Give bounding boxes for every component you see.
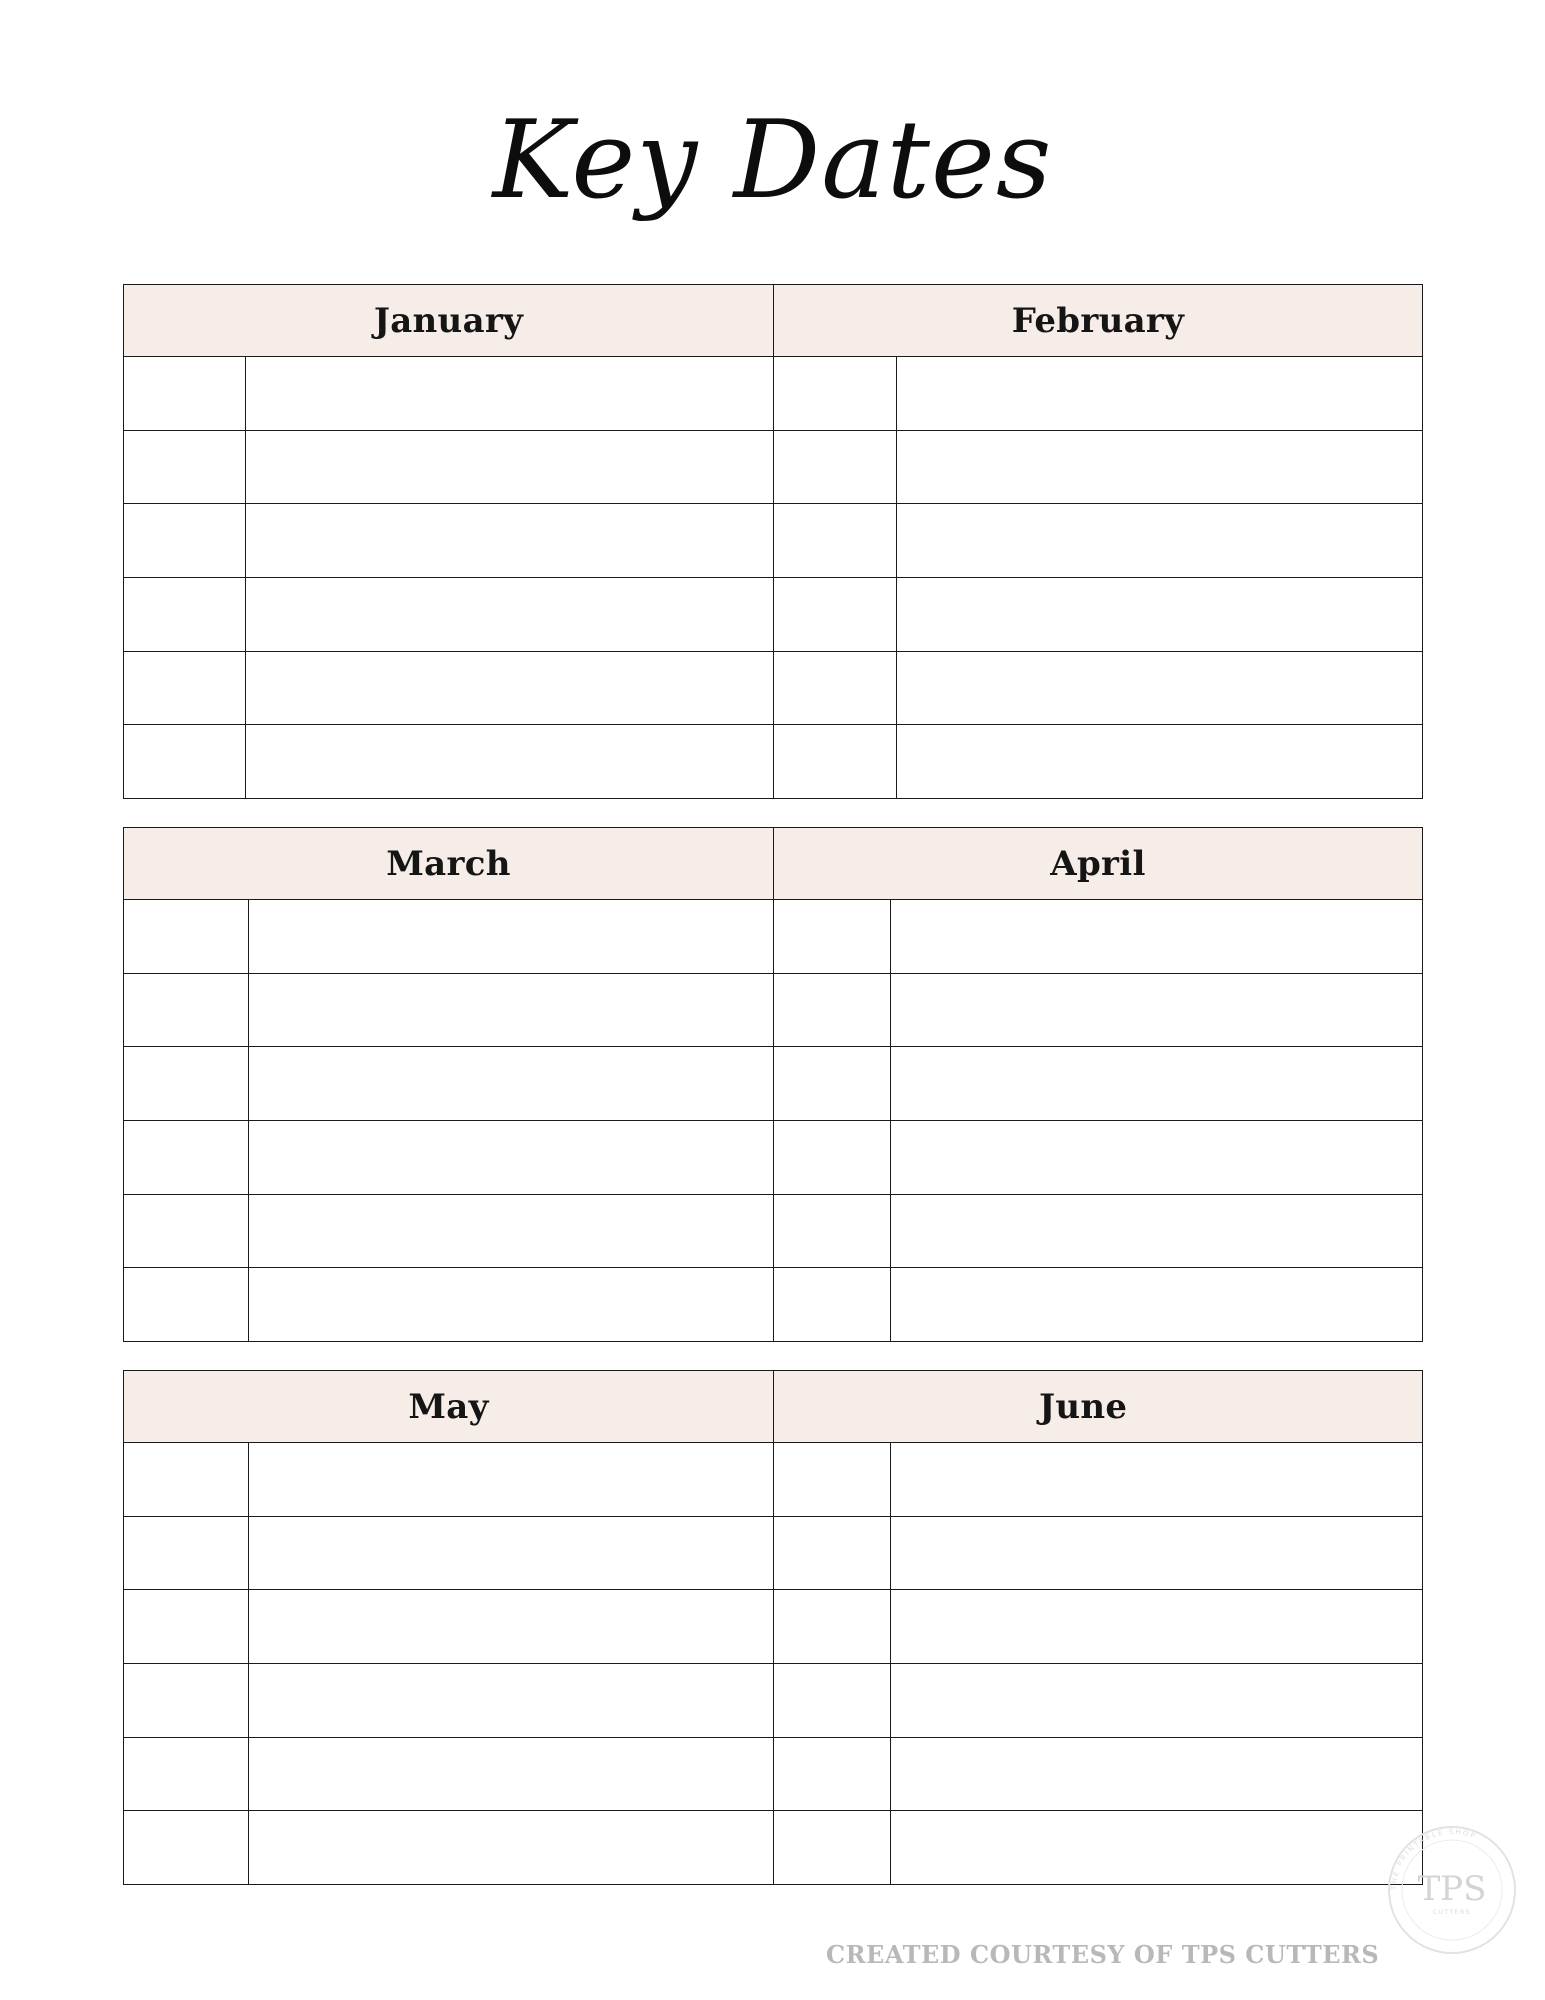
date-cell[interactable] [124, 431, 246, 504]
month-rows [774, 1443, 1422, 1884]
table-row [774, 652, 1422, 726]
month-header-january: January [124, 285, 773, 357]
event-cell[interactable] [249, 1811, 773, 1884]
event-cell[interactable] [891, 1047, 1422, 1120]
date-cell[interactable] [774, 725, 897, 798]
date-cell[interactable] [774, 1590, 891, 1663]
month-header-june: June [774, 1371, 1422, 1443]
event-cell[interactable] [891, 1443, 1422, 1516]
event-cell[interactable] [249, 1047, 773, 1120]
date-cell[interactable] [124, 1121, 249, 1194]
seal-text: TPS [1417, 1869, 1487, 1909]
event-cell[interactable] [891, 900, 1422, 973]
event-cell[interactable] [891, 1590, 1422, 1663]
table-row [124, 1121, 773, 1195]
date-cell[interactable] [124, 357, 246, 430]
footer-credit: CREATED COURTESY OF TPS CUTTERS [826, 1940, 1380, 1969]
date-cell[interactable] [774, 1195, 891, 1268]
table-row [774, 900, 1422, 974]
table-row [124, 357, 773, 431]
date-cell[interactable] [124, 1268, 249, 1341]
month-header-april: April [774, 828, 1422, 900]
table-row [774, 504, 1422, 578]
date-cell[interactable] [124, 900, 249, 973]
event-cell[interactable] [897, 652, 1422, 725]
event-cell[interactable] [249, 1738, 773, 1811]
table-row [124, 431, 773, 505]
table-row [774, 725, 1422, 798]
event-cell[interactable] [249, 1443, 773, 1516]
event-cell[interactable] [246, 725, 773, 798]
event-cell[interactable] [891, 1811, 1422, 1884]
date-cell[interactable] [124, 1811, 249, 1884]
event-cell[interactable] [249, 1195, 773, 1268]
event-cell[interactable] [249, 1268, 773, 1341]
date-cell[interactable] [774, 578, 897, 651]
date-cell[interactable] [124, 1047, 249, 1120]
table-row [124, 578, 773, 652]
table-row [774, 1738, 1422, 1812]
date-cell[interactable] [774, 1047, 891, 1120]
date-cell[interactable] [124, 652, 246, 725]
table-row [124, 1590, 773, 1664]
event-cell[interactable] [891, 1195, 1422, 1268]
month-rows [124, 900, 773, 1341]
event-cell[interactable] [249, 1121, 773, 1194]
table-row [774, 1121, 1422, 1195]
seal-ring-text: THE PRINTABLE SHOP [1389, 1827, 1478, 1891]
date-cell[interactable] [774, 1517, 891, 1590]
event-cell[interactable] [897, 725, 1422, 798]
event-cell[interactable] [891, 1664, 1422, 1737]
date-cell[interactable] [774, 1121, 891, 1194]
table-row [774, 1443, 1422, 1517]
date-cell[interactable] [124, 504, 246, 577]
date-cell[interactable] [774, 1664, 891, 1737]
date-cell[interactable] [124, 1195, 249, 1268]
table-row [124, 725, 773, 798]
event-cell[interactable] [891, 1121, 1422, 1194]
table-row [124, 900, 773, 974]
table-row [124, 974, 773, 1048]
month-header-may: May [124, 1371, 773, 1443]
date-cell[interactable] [124, 1443, 249, 1516]
date-cell[interactable] [124, 974, 249, 1047]
table-row [124, 1811, 773, 1884]
table-row [774, 431, 1422, 505]
date-cell[interactable] [774, 652, 897, 725]
table-row [124, 1195, 773, 1269]
date-cell[interactable] [774, 1811, 891, 1884]
table-row [774, 1811, 1422, 1884]
date-cell[interactable] [124, 1664, 249, 1737]
event-cell[interactable] [897, 578, 1422, 651]
event-cell[interactable] [246, 431, 773, 504]
month-rows [124, 1443, 773, 1884]
event-cell[interactable] [246, 504, 773, 577]
table-row [124, 1443, 773, 1517]
date-cell[interactable] [124, 725, 246, 798]
event-cell[interactable] [249, 1517, 773, 1590]
date-cell[interactable] [774, 1268, 891, 1341]
table-row [124, 1047, 773, 1121]
table-row [124, 1664, 773, 1738]
date-cell[interactable] [774, 431, 897, 504]
date-cell[interactable] [774, 900, 891, 973]
event-cell[interactable] [891, 1738, 1422, 1811]
date-cell[interactable] [124, 578, 246, 651]
event-cell[interactable] [246, 652, 773, 725]
event-cell[interactable] [246, 578, 773, 651]
table-row [124, 1738, 773, 1812]
event-cell[interactable] [897, 357, 1422, 430]
table-row [774, 357, 1422, 431]
event-cell[interactable] [897, 504, 1422, 577]
month-rows [124, 357, 773, 798]
table-row [124, 504, 773, 578]
event-cell[interactable] [246, 357, 773, 430]
table-row [124, 652, 773, 726]
date-cell[interactable] [774, 504, 897, 577]
month-table-april [774, 828, 1422, 1341]
table-row [774, 1268, 1422, 1341]
table-row [774, 578, 1422, 652]
table-row [124, 1517, 773, 1591]
date-cell[interactable] [774, 974, 891, 1047]
seal-subtext: CUTTERS [1432, 1909, 1472, 1916]
event-cell[interactable] [249, 1664, 773, 1737]
event-cell[interactable] [891, 974, 1422, 1047]
event-cell[interactable] [249, 974, 773, 1047]
date-cell[interactable] [774, 1738, 891, 1811]
month-table-january [124, 285, 774, 798]
month-table-march [124, 828, 774, 1341]
table-row [774, 1664, 1422, 1738]
month-block-1 [123, 284, 1423, 799]
table-row [774, 974, 1422, 1048]
table-row [774, 1590, 1422, 1664]
month-block-2 [123, 827, 1423, 1342]
month-block-3 [123, 1370, 1423, 1885]
table-row [124, 1268, 773, 1341]
month-header-february: February [774, 285, 1422, 357]
page-title: Key Dates [492, 98, 1053, 223]
month-table-june [774, 1371, 1422, 1884]
date-cell[interactable] [124, 1738, 249, 1811]
table-row [774, 1517, 1422, 1591]
table-row [774, 1195, 1422, 1269]
event-cell[interactable] [249, 1590, 773, 1663]
table-row [774, 1047, 1422, 1121]
date-cell[interactable] [124, 1517, 249, 1590]
month-rows [774, 900, 1422, 1341]
month-rows [774, 357, 1422, 798]
month-header-march: March [124, 828, 773, 900]
date-cell[interactable] [124, 1590, 249, 1663]
event-cell[interactable] [891, 1268, 1422, 1341]
event-cell[interactable] [897, 431, 1422, 504]
tps-seal-logo [1386, 1824, 1518, 1956]
month-table-may [124, 1371, 774, 1884]
event-cell[interactable] [249, 900, 773, 973]
date-cell[interactable] [774, 357, 897, 430]
event-cell[interactable] [891, 1517, 1422, 1590]
month-table-february [774, 285, 1422, 798]
date-cell[interactable] [774, 1443, 891, 1516]
